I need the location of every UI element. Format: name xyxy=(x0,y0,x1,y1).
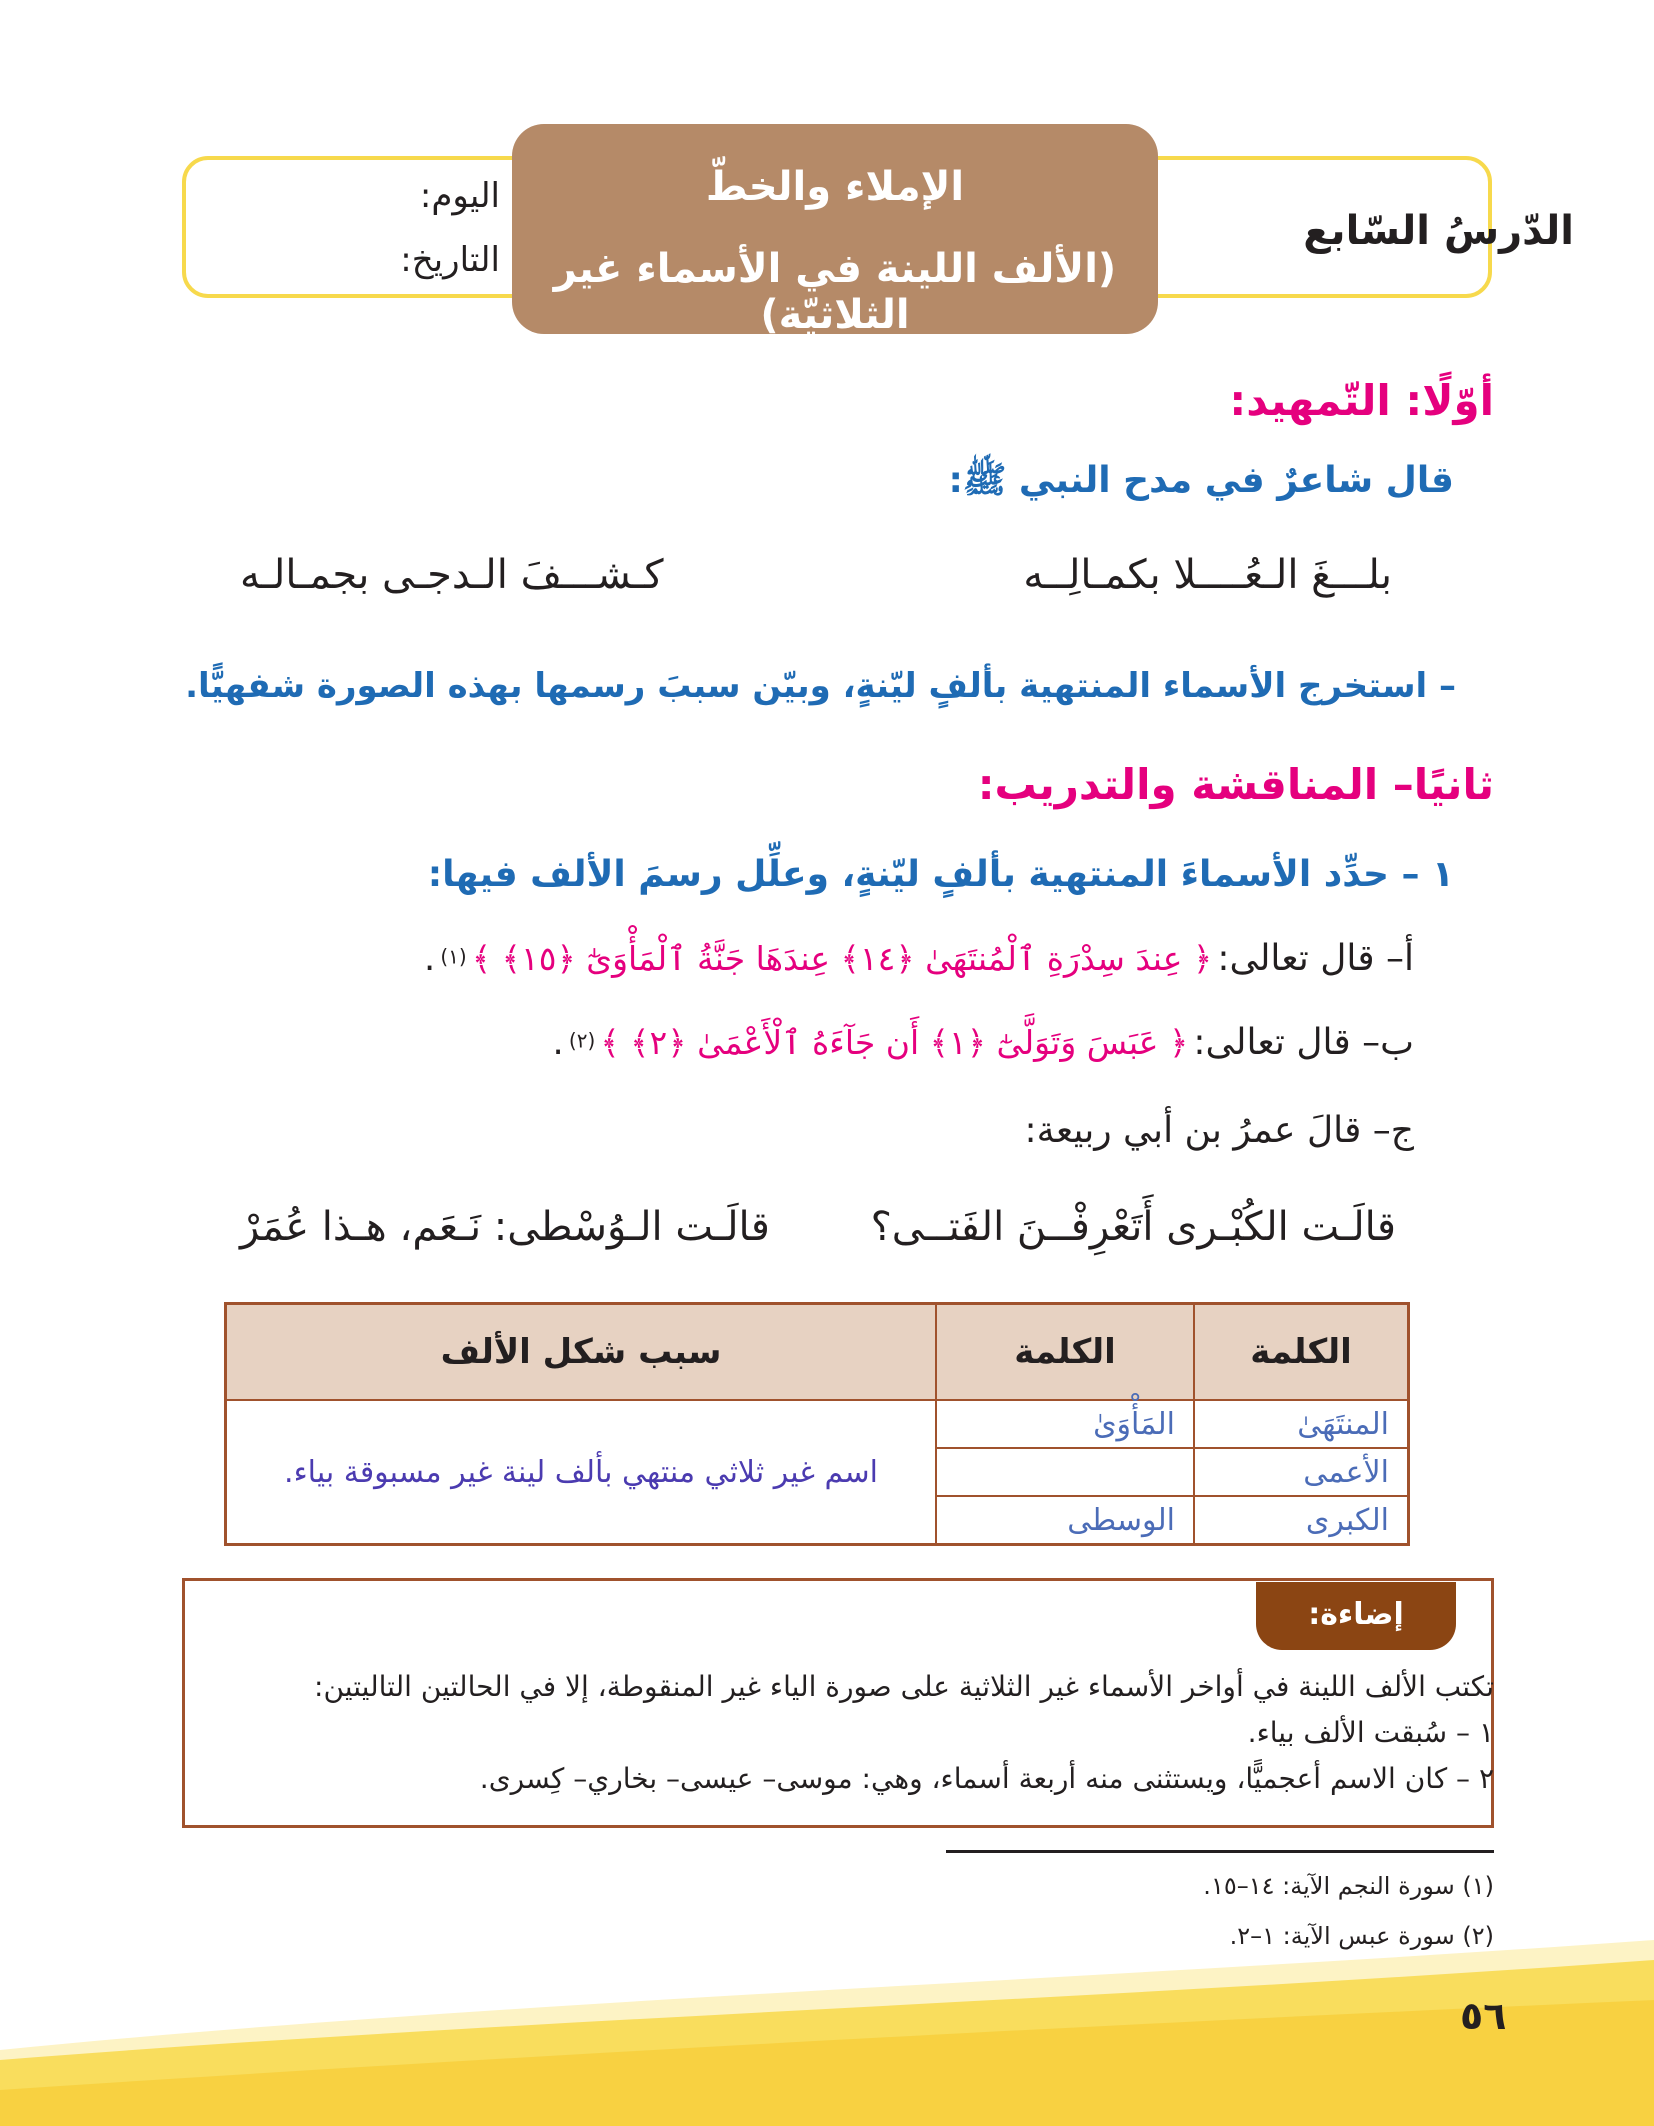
item-a-ref: (١) xyxy=(440,944,467,969)
table-cell: المنتَهَىٰ xyxy=(1194,1400,1409,1448)
verse2-right: قالَـت الكُبْـرى أَتَعْرِفْــنَ الفَتــى؟ xyxy=(870,1204,1396,1250)
question-1: ١ – حدِّد الأسماءَ المنتهية بألفٍ ليّنةٍ، وعلِّل رسمَ الألف فيها: xyxy=(427,854,1454,895)
table-row xyxy=(226,1400,1409,1448)
title-box xyxy=(512,124,1158,338)
table-header-row xyxy=(226,1304,1409,1401)
footnote-2: (٢) سورة عبس الآية: ١–٢. xyxy=(1229,1922,1494,1950)
table-header: سبب شكل الألف xyxy=(226,1304,937,1401)
words-table xyxy=(224,1302,1410,1546)
item-c-label: ج– قالَ عمرُ بن أبي ربيعة: xyxy=(1024,1110,1414,1151)
table-header: الكلمة xyxy=(1194,1304,1409,1401)
item-a: أ– قال تعالى: ﴿ عِندَ سِدْرَةِ ٱلْمُنتَهَىٰ ﴿١٤﴾ عِندَهَا جَنَّةُ ٱلْمَأْوَىٰٓ ﴿١٥﴾ ﴾ (١) . xyxy=(423,938,1414,979)
day-label: اليوم: xyxy=(419,176,500,216)
footnote-1: (١) سورة النجم الآية: ١٤–١٥. xyxy=(1203,1872,1494,1900)
note-line-3: ٢ – كان الاسم أعجميًّا، ويستثنى منه أربعة أسماء، وهي: موسى– عيسى– بخاري– كِسرى. xyxy=(479,1762,1494,1795)
item-a-verse: ﴿ عِندَ سِدْرَةِ ٱلْمُنتَهَىٰ ﴿١٤﴾ عِندَهَا جَنَّةُ ٱلْمَأْوَىٰٓ ﴿١٥﴾ ﴾ xyxy=(471,939,1213,978)
lesson-number: الدّرسُ السّابع xyxy=(1303,208,1574,254)
item-b-label: ب– قال تعالى: xyxy=(1193,1022,1414,1063)
verse-left: كـشـــفَ الـدجـى بجمـالـه xyxy=(240,552,664,598)
table-cell: الوسطى xyxy=(936,1496,1194,1545)
table-cell: المَأْوَىٰ xyxy=(936,1400,1194,1448)
intro-task: – استخرج الأسماء المنتهية بألفٍ ليّنةٍ، وبيّن سببَ رسمها بهذه الصورة شفهيًّا. xyxy=(185,666,1456,706)
note-line-2: ١ – سُبقت الألف بياء. xyxy=(1247,1716,1494,1749)
date-label: التاريخ: xyxy=(400,240,500,280)
bottom-band xyxy=(0,1940,1654,2126)
subject-title: الإملاء والخطّ xyxy=(705,164,965,210)
table-cell: الكبرى xyxy=(1194,1496,1409,1545)
table-cell xyxy=(936,1448,1194,1496)
item-b: ب– قال تعالى: ﴿ عَبَسَ وَتَوَلَّىٰٓ ﴿١﴾ أَن جَآءَهُ ٱلْأَعْمَىٰ ﴿٢﴾ ﴾ (٢) . xyxy=(552,1022,1414,1063)
table-header: الكلمة xyxy=(936,1304,1194,1401)
item-b-ref: (٢) xyxy=(568,1028,596,1053)
discussion-heading: ثانيًا– المناقشة والتدريب: xyxy=(977,760,1494,809)
verse2-left: قالَـت الـوُسْطى: نَـعَم، هـذا عُمَرْ xyxy=(240,1204,770,1250)
table-cell: الأعمى xyxy=(1194,1448,1409,1496)
poet-line: قال شاعرٌ في مدح النبي ﷺ: xyxy=(948,460,1454,501)
intro-heading: أوّلًا: التّمهيد: xyxy=(1229,376,1494,425)
verse-right: بلـــغَ الـعُــــلا بكمـالِــه xyxy=(1023,552,1392,598)
note-title: إضاءة: xyxy=(1256,1582,1456,1650)
table-reason: اسم غير ثلاثي منتهي بألف لينة غير مسبوقة بياء. xyxy=(226,1400,937,1545)
footnote-rule xyxy=(946,1850,1494,1853)
topic-title: (الألف اللينة في الأسماء غير الثلاثيّة) xyxy=(553,246,1117,338)
item-a-label: أ– قال تعالى: xyxy=(1217,938,1414,979)
note-line-1: تكتب الألف اللينة في أواخر الأسماء غير الثلاثية على صورة الياء غير المنقوطة، إلا في الحالتين التاليتين: xyxy=(314,1670,1494,1703)
item-b-verse: ﴿ عَبَسَ وَتَوَلَّىٰٓ ﴿١﴾ أَن جَآءَهُ ٱلْأَعْمَىٰ ﴿٢﴾ ﴾ xyxy=(600,1023,1189,1062)
page-number: ٥٦ xyxy=(1460,1994,1507,2038)
